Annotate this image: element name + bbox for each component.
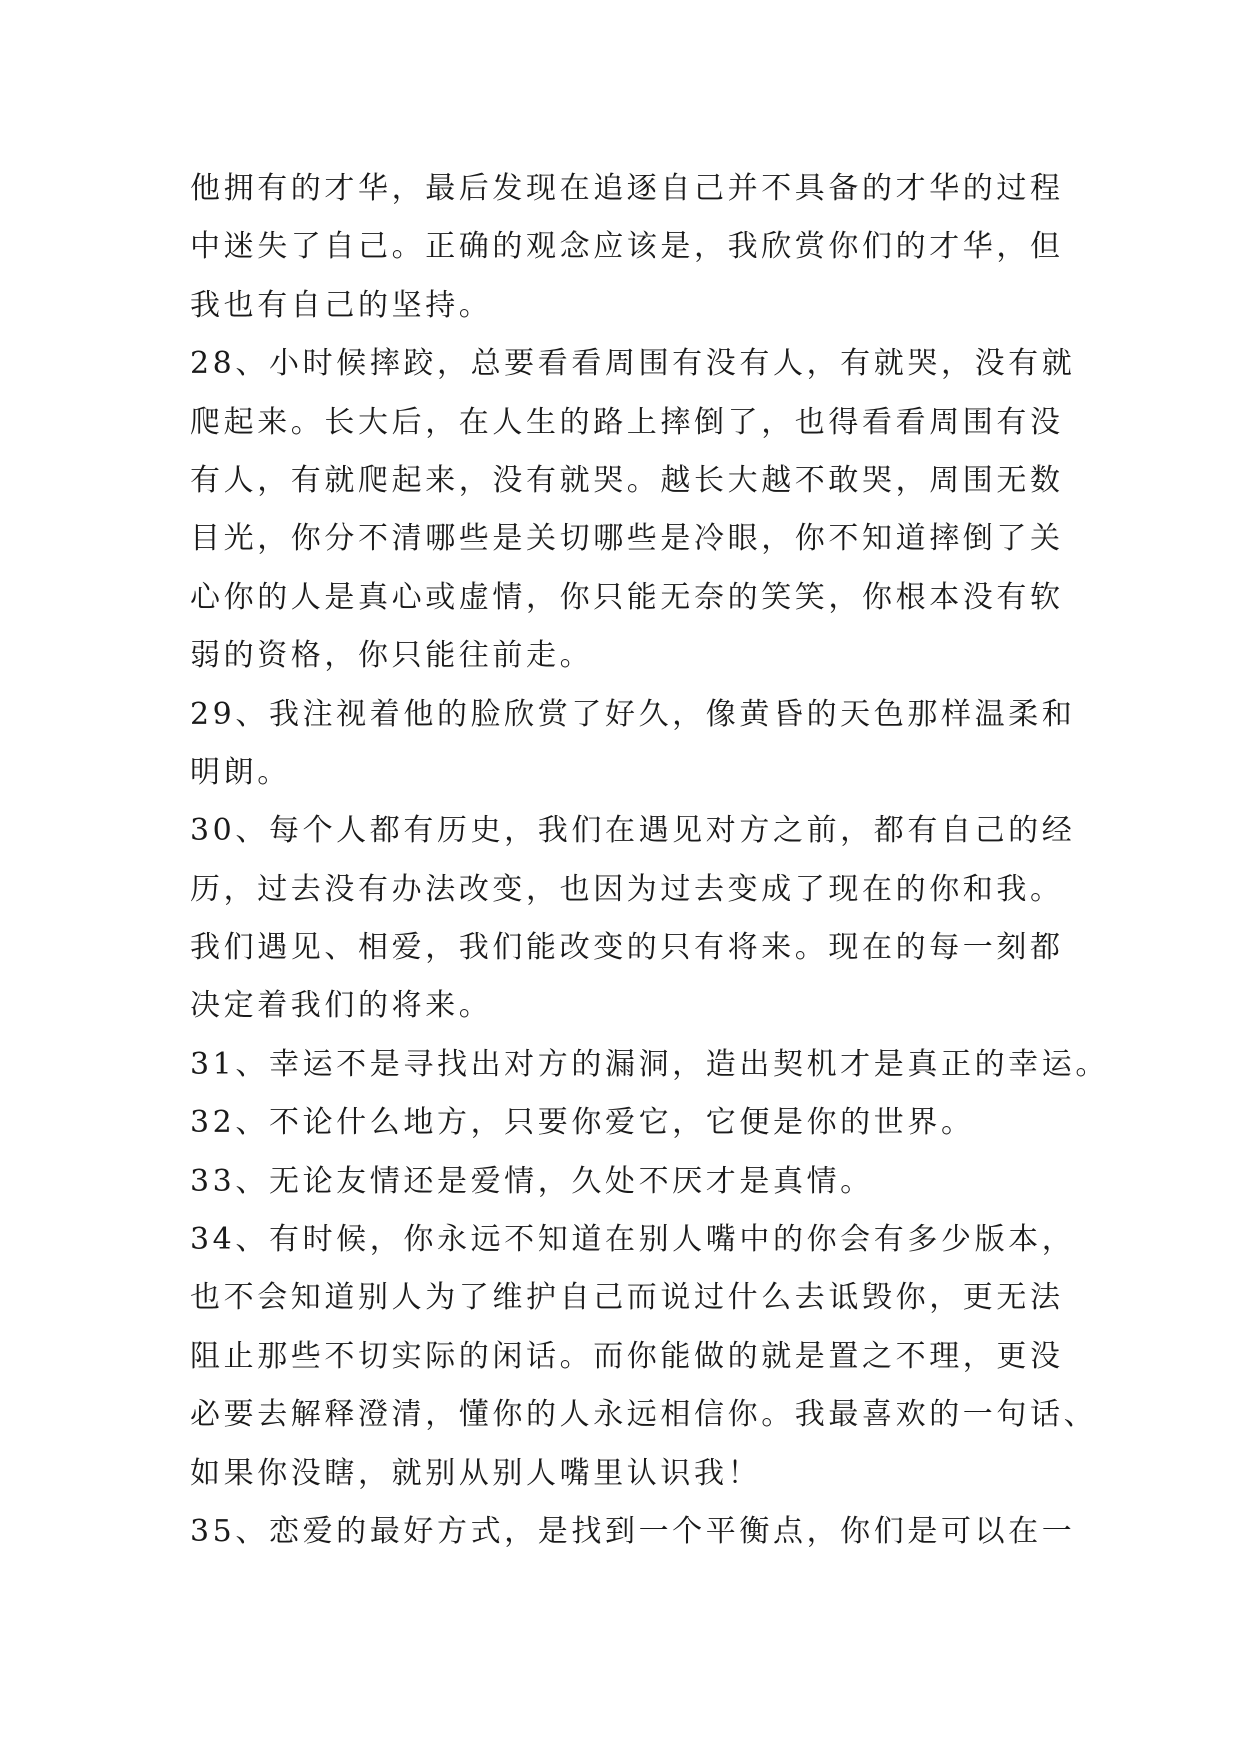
text-line: 29、我注视着他的脸欣赏了好久，像黄昏的天色那样温柔和 [190,696,1076,732]
text-line: 他拥有的才华，最后发现在追逐自己并不具备的才华的过程 [190,171,1064,206]
document-body [190,160,1109,1561]
text-line: 有人，有就爬起来，没有就哭。越长大越不敢哭，周围无数 [190,462,1064,498]
text-line: 也不会知道别人为了维护自己而说过什么去诋毁你，更无法 [190,1280,1064,1316]
text-line: 如果你没瞎，就别从别人嘴里认识我！ [190,1455,762,1491]
text-line: 爬起来。长大后，在人生的路上摔倒了，也得看看周围有没 [190,404,1064,440]
text-line: 心你的人是真心或虚情，你只能无奈的笑笑，你根本没有软 [190,579,1064,615]
text-line: 32、不论什么地方，只要你爱它，它便是你的世界。 [190,1105,975,1141]
text-line: 弱的资格，你只能往前走。 [190,638,594,674]
text-line: 中迷失了自己。正确的观念应该是，我欣赏你们的才华，但 [190,229,1064,265]
text-line: 明朗。 [190,754,291,790]
text-line: 我们遇见、相爱，我们能改变的只有将来。现在的每一刻都 [190,930,1064,966]
text-line: 34、有时候，你永远不知道在别人嘴中的你会有多少版本， [190,1222,1076,1258]
text-line: 33、无论友情还是爱情，久处不厌才是真情。 [190,1163,874,1199]
text-line: 35、恋爱的最好方式，是找到一个平衡点，你们是可以在一 [190,1513,1076,1549]
text-line: 目光，你分不清哪些是关切哪些是冷眼，你不知道摔倒了关 [190,521,1064,557]
text-line: 31、幸运不是寻找出对方的漏洞，造出契机才是真正的幸运。 [190,1046,1109,1082]
text-line: 28、小时候摔跤，总要看看周围有没有人，有就哭，没有就 [190,346,1076,382]
text-line: 30、每个人都有历史，我们在遇见对方之前，都有自己的经 [190,813,1076,849]
text-line: 我也有自己的坚持。 [190,287,493,323]
text-line: 历，过去没有办法改变，也因为过去变成了现在的你和我。 [190,871,1064,907]
text-line: 阻止那些不切实际的闲话。而你能做的就是置之不理，更没 [190,1338,1064,1374]
text-line: 必要去解释澄清，懂你的人永远相信你。我最喜欢的一句话、 [190,1397,1098,1433]
text-line: 决定着我们的将来。 [190,988,493,1024]
